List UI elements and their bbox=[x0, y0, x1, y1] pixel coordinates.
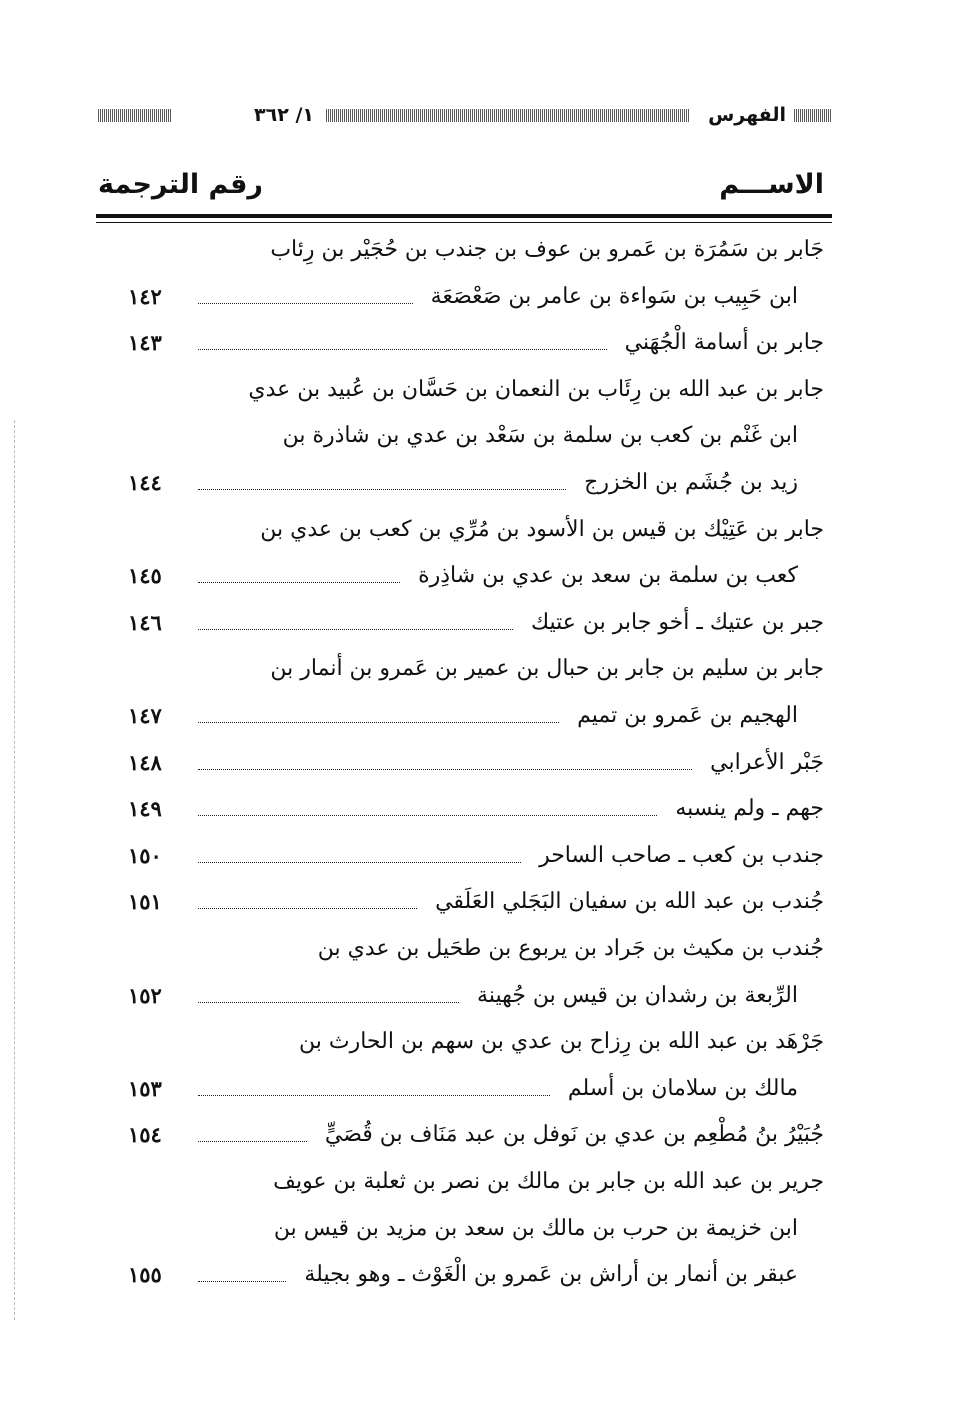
entry-number: ١٥٣ bbox=[128, 1076, 162, 1101]
index-line bbox=[0, 789, 980, 829]
index-line bbox=[0, 510, 980, 550]
index-line bbox=[0, 556, 980, 596]
entry-name: جابر بن أسامة الْجُهَني bbox=[624, 330, 824, 355]
dot-leader bbox=[198, 1095, 550, 1096]
index-line bbox=[0, 463, 980, 503]
entry-number: ١٤٥ bbox=[128, 563, 162, 588]
header-rule-thin bbox=[96, 222, 832, 223]
index-line bbox=[0, 976, 980, 1016]
entry-number: ١٤٧ bbox=[128, 703, 162, 728]
entry-number: ١٤٣ bbox=[128, 330, 162, 355]
page-reference: ١/ ٣٦٢ bbox=[248, 104, 320, 126]
index-line bbox=[0, 323, 980, 363]
entry-name: جَرْهَد بن عبد الله بن رِزاح بن عدي بن سهم بن الحارث بن bbox=[299, 1029, 824, 1054]
header-rule-thick bbox=[96, 214, 832, 218]
index-line bbox=[0, 836, 980, 876]
dot-leader bbox=[198, 349, 607, 350]
entry-name: جبر بن عتيك ـ أخو جابر بن عتيك bbox=[530, 610, 824, 635]
index-line bbox=[0, 1255, 980, 1295]
entry-number: ١٤٤ bbox=[128, 470, 162, 495]
dot-leader bbox=[198, 1002, 459, 1003]
entry-number: ١٤٦ bbox=[128, 610, 162, 635]
index-line bbox=[0, 277, 980, 317]
dot-leader bbox=[198, 769, 692, 770]
header-ornament-middle bbox=[326, 109, 690, 122]
header-ornament-left bbox=[98, 109, 172, 122]
dot-leader bbox=[198, 722, 559, 723]
dot-leader bbox=[198, 489, 566, 490]
name-column-heading: الاســـم bbox=[719, 169, 824, 200]
index-line bbox=[0, 370, 980, 410]
entry-name: جَابر بن سَمُرَة بن عَمرو بن عوف بن جندب بن حُجَيْر بن رِئاب bbox=[270, 237, 824, 262]
index-line bbox=[0, 1069, 980, 1109]
index-line bbox=[0, 929, 980, 969]
entry-number: ١٥٠ bbox=[128, 843, 162, 868]
dot-leader bbox=[198, 815, 657, 816]
entry-name: الهجيم بن عَمرو بن تميم bbox=[577, 703, 798, 728]
entry-number: ١٤٢ bbox=[128, 284, 162, 309]
dot-leader bbox=[198, 908, 417, 909]
header-ornament-right bbox=[794, 109, 832, 122]
dot-leader bbox=[198, 1281, 286, 1282]
entry-number: ١٤٩ bbox=[128, 796, 162, 821]
entry-name: ابن خزيمة بن حرب بن مالك بن سعد بن مزيد بن قيس بن bbox=[273, 1216, 798, 1241]
entry-number: ١٥٥ bbox=[128, 1262, 162, 1287]
entry-name: جُبَيْرُ بنُ مُطْعِم بن عدي بن نَوفل بن عبد مَنَاف بن قُصَيٍّ bbox=[324, 1122, 824, 1147]
index-line bbox=[0, 649, 980, 689]
index-line bbox=[0, 1115, 980, 1155]
entry-name: جرير بن عبد الله بن جابر بن مالك بن نصر بن ثعلبة بن عويف bbox=[273, 1169, 824, 1194]
section-title: الفهرس bbox=[702, 104, 792, 126]
dot-leader bbox=[198, 629, 513, 630]
entry-name: مالك بن سلامان بن أسلم bbox=[567, 1076, 798, 1101]
index-line bbox=[0, 1022, 980, 1062]
entry-name: جُندب بن عبد الله بن سفيان البَجَلي العَلَقي bbox=[435, 889, 824, 914]
index-line bbox=[0, 416, 980, 456]
entry-name: الرِّبعة بن رشدان بن قيس بن جُهينة bbox=[477, 983, 798, 1008]
dot-leader bbox=[198, 1141, 307, 1142]
index-line bbox=[0, 696, 980, 736]
entry-name: ابن غَنْم بن كعب بن سلمة بن سَعْد بن عدي بن شاذرة بن bbox=[282, 423, 798, 448]
index-line bbox=[0, 603, 980, 643]
running-header bbox=[98, 104, 832, 126]
index-line bbox=[0, 743, 980, 783]
entry-name: جَبْر الأعرابي bbox=[710, 750, 824, 775]
entry-number: ١٤٨ bbox=[128, 750, 162, 775]
entry-name: زيد بن جُشَم بن الخزرج bbox=[584, 470, 798, 495]
entry-name: جندب بن كعب ـ صاحب الساحر bbox=[539, 843, 824, 868]
entry-name: جهم ـ ولم ينسبه bbox=[675, 796, 824, 821]
dot-leader bbox=[198, 303, 413, 304]
index-line bbox=[0, 1162, 980, 1202]
entry-name: ابن حَبِيب بن سَواءة بن عامر بن صَعْصَعَة bbox=[430, 284, 798, 309]
index-line bbox=[0, 230, 980, 270]
entry-name: عبقر بن أنمار بن أراش بن عَمرو بن الْغَوْث ـ وهو بجيلة bbox=[304, 1262, 798, 1287]
number-column-heading: رقم الترجمة bbox=[98, 169, 263, 200]
index-line bbox=[0, 882, 980, 922]
entry-number: ١٥٢ bbox=[128, 983, 162, 1008]
entry-number: ١٥٤ bbox=[128, 1122, 162, 1147]
entry-name: جابر بن عبد الله بن رِئَاب بن النعمان بن حَسَّان بن عُبيد بن عدي bbox=[248, 377, 824, 402]
entry-name: جابر بن عَتِيْك بن قيس بن الأسود بن مُرِّي بن كعب بن عدي بن bbox=[260, 517, 824, 542]
entry-name: كعب بن سلمة بن سعد بن عدي بن شاذِرة bbox=[418, 563, 798, 588]
index-line bbox=[0, 1209, 980, 1249]
dot-leader bbox=[198, 582, 400, 583]
entry-number: ١٥١ bbox=[128, 889, 162, 914]
entry-name: جابر بن سليم بن جابر بن حبال بن عمير بن عَمرو بن أنمار بن bbox=[270, 656, 824, 681]
entry-name: جُندب بن مكيث بن جَراد بن يربوع بن طحَيل بن عدي بن bbox=[317, 936, 824, 961]
dot-leader bbox=[198, 862, 521, 863]
